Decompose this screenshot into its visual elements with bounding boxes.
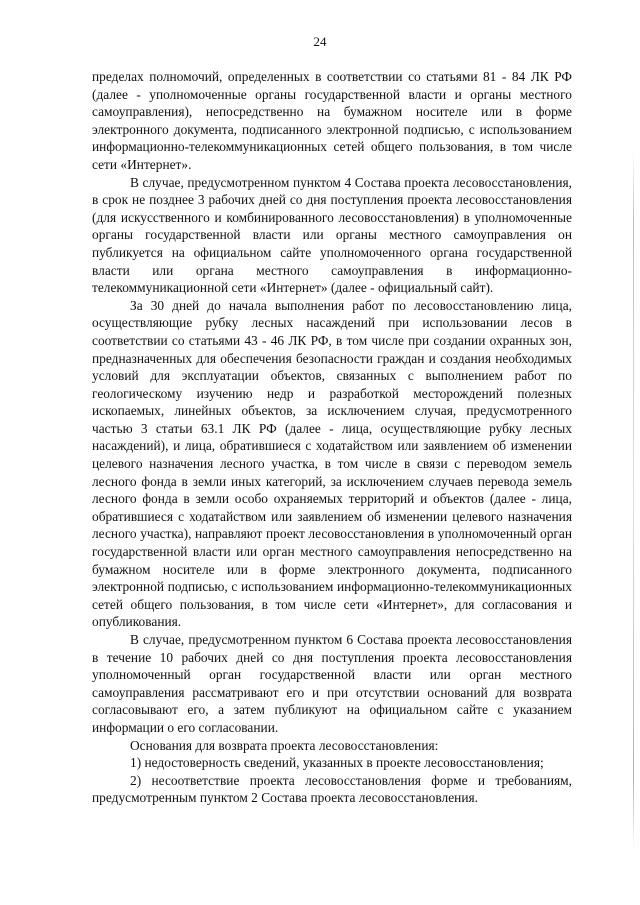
document-body	[92, 68, 572, 807]
paragraph-2: В случае, предусмотренном пунктом 4 Состава проекта лесовосстановления, в срок не позднее 3 рабочих дней со дня поступления проекта лесовосстановления (для искусственного и комбинированного лесовосстановления) в уполномоченные органы государственной власти или органы местного самоуправления он публикуется на официальном сайте уполномоченного органа государственной власти или органа местного самоуправления в информационно-телекоммуникационной сети «Интернет» (далее - официальный сайт).	[92, 174, 572, 296]
paragraph-1: пределах полномочий, определенных в соответствии со статьями 81 - 84 ЛК РФ (далее - уполномоченные органы государственной власти и органы местного самоуправления), непосредственно на бумажном носителе или в форме электронного документа, подписанного электронной подписью, с использованием информационно-телекоммуникационных сетей общего пользования, в том числе сети «Интернет».	[92, 69, 572, 172]
page-number: 24	[313, 34, 327, 49]
list-item-1: 1) недостоверность сведений, указанных в проекте лесовосстановления;	[130, 755, 544, 771]
list-item-2: 2) несоответствие проекта лесовосстановления форме и требованиям, предусмотренным пунктом 2 Состава проекта лесовосстановления.	[92, 772, 572, 806]
paragraph-3: За 30 дней до начала выполнения работ по лесовосстановлению лица, осуществляющие рубку лесных насаждений при использовании лесов в соответствии со статьями 43 - 46 ЛК РФ, в том числе при создании охранных зон, предназначенных для обеспечения безопасности граждан и создания необходимых условий для эксплуатации объектов, связанных с выполнением работ по геологическому изучению недр и разработкой месторождений полезных ископаемых, линейных объектов, за исключением случая, предусмотренного частью 3 статьи 63.1 ЛК РФ (далее - лица, осуществляющие рубку лесных насаждений), и лица, обратившиеся с ходатайством или заявлением об изменении целевого назначения лесного участка, в том числе в связи с переводом земель лесного фонда в земли иных категорий, за исключением случаев перевода земель лесного фонда в земли особо охраняемых территорий и объектов (далее - лица, обратившиеся с ходатайством или заявлением об изменении целевого назначения лесного участка), направляют проект лесовосстановления в уполномоченный орган государственной власти или орган местного самоуправления непосредственно на бумажном носителе или в форме электронного документа, подписанного электронной подписью, с использованием информационно-телекоммуникационных сетей общего пользования, в том числе сети «Интернет», для согласования и опубликования.	[92, 297, 572, 630]
scan-edge-line	[633, 150, 634, 850]
paragraph-5: Основания для возврата проекта лесовосстановления:	[130, 737, 439, 753]
paragraph-4: В случае, предусмотренном пунктом 6 Состава проекта лесовосстановления в течение 10 рабочих дней со дня поступления проекта лесовосстановления уполномоченный орган государственной власти или орган местного самоуправления рассматривают его и при отсутствии оснований для возврата согласовывают его, а затем публикуют на официальном сайте с указанием информации о его согласовании.	[92, 632, 572, 735]
